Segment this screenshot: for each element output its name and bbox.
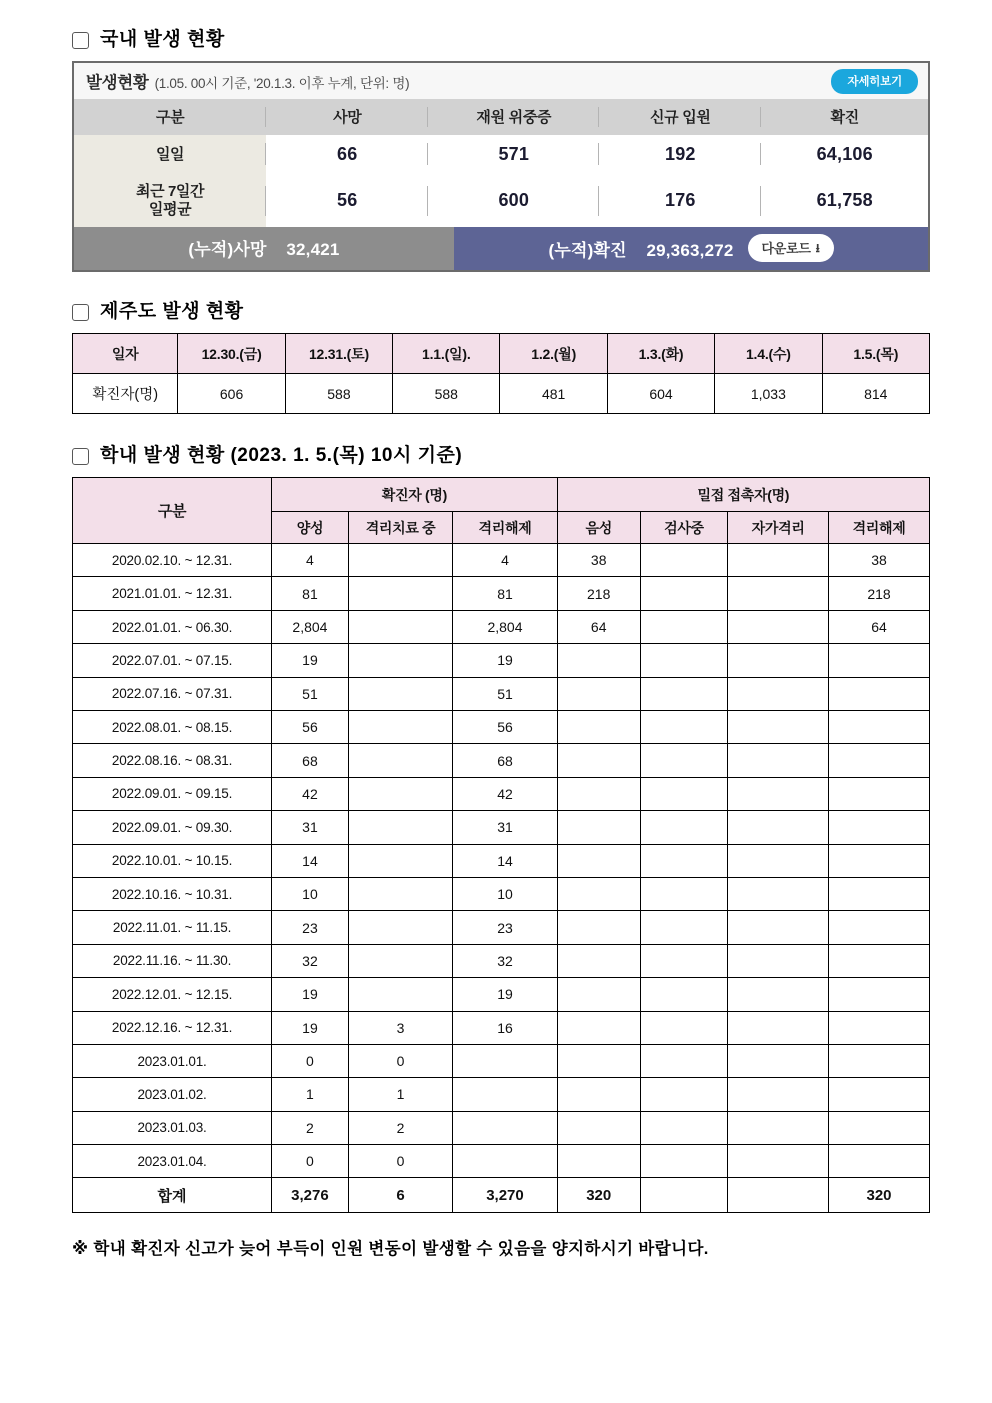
school-cell-self-quarantine [728,944,829,977]
school-cell-in-treatment: 3 [348,1011,452,1044]
cumulative-confirmed-text [549,236,734,261]
school-row-period: 2022.08.01. ~ 08.15. [73,711,272,744]
school-cell-contact-released [829,811,930,844]
school-cell-self-quarantine [728,1145,829,1178]
cumulative-death-label: (누적)사망 [188,240,267,260]
school-col-negative: 음성 [557,512,640,544]
cumulative-confirmed-value: 29,363,272 [646,240,734,260]
school-cell-testing [640,1111,727,1144]
jeju-row-header-label: 일자 [73,334,178,374]
school-cell-released [453,1078,557,1111]
school-cell-self-quarantine [728,1111,829,1144]
banner-cumulative-bar [74,227,928,270]
school-row-period: 2022.09.01. ~ 09.30. [73,811,272,844]
school-cell-self-quarantine [728,811,829,844]
table-row [73,1111,930,1144]
school-cell-self-quarantine [728,677,829,710]
banner-weekly-new-admission: 176 [599,174,761,227]
school-cell-in-treatment [348,644,452,677]
school-row-period: 2023.01.01. [73,1044,272,1077]
school-cell-in-treatment [348,610,452,643]
table-row [73,577,930,610]
jeju-value-1: 588 [285,374,392,414]
school-cell-positive: 2,804 [272,610,349,643]
banner-col-critical: 재원 위중증 [428,99,599,135]
section-title-domestic: 국내 발생 현황 [100,29,225,50]
school-cell-testing [640,911,727,944]
school-cell-positive: 0 [272,1044,349,1077]
school-cell-contact-released [829,1078,930,1111]
school-row-period: 2022.12.01. ~ 12.15. [73,978,272,1011]
school-cell-contact-released [829,911,930,944]
school-cell-contact-released: 218 [829,577,930,610]
school-cell-negative [557,744,640,777]
school-cell-released: 4 [453,544,557,577]
table-row [73,1044,930,1077]
school-cell-negative [557,944,640,977]
school-cell-positive: 19 [272,978,349,1011]
school-cell-positive: 19 [272,644,349,677]
school-total-released: 3,270 [453,1178,557,1213]
school-row-period: 2022.11.01. ~ 11.15. [73,911,272,944]
cumulative-death-value: 32,421 [286,240,340,260]
school-cell-self-quarantine [728,844,829,877]
school-cell-testing [640,1011,727,1044]
banner-kicker: 발생현황 [86,74,149,93]
table-row [73,877,930,910]
school-total-self-quarantine [728,1178,829,1213]
school-cell-contact-released: 64 [829,610,930,643]
school-cell-in-treatment [348,677,452,710]
school-table-body [73,544,930,1213]
school-cell-negative [557,911,640,944]
school-cell-negative [557,1111,640,1144]
school-cell-released: 31 [453,811,557,844]
school-cell-testing [640,1044,727,1077]
banner-weekly-confirmed: 61,758 [761,174,928,227]
section-title-jeju: 제주도 발생 현황 [100,301,244,323]
jeju-date-6: 1.5.(목) [822,334,929,374]
school-cell-positive: 42 [272,777,349,810]
school-cell-in-treatment [348,777,452,810]
section-heading-domestic [72,30,932,51]
school-cell-testing [640,610,727,643]
school-total-in-treatment: 6 [348,1178,452,1213]
school-cell-contact-released [829,1111,930,1144]
school-cell-testing [640,677,727,710]
school-cell-released: 81 [453,577,557,610]
table-row [73,744,930,777]
school-cell-in-treatment [348,978,452,1011]
school-cell-positive: 1 [272,1078,349,1111]
school-col-self-quarantine: 자가격리 [728,512,829,544]
school-total-testing [640,1178,727,1213]
school-cell-released: 2,804 [453,610,557,643]
table-row [73,1011,930,1044]
school-total-positive: 3,276 [272,1178,349,1213]
banner-col-death: 사망 [266,99,428,135]
banner-daily-confirmed: 64,106 [761,135,928,174]
school-cell-self-quarantine [728,610,829,643]
school-cell-testing [640,877,727,910]
table-row [73,844,930,877]
cumulative-confirmed-block [454,227,928,270]
school-cell-testing [640,1078,727,1111]
school-cell-in-treatment [348,877,452,910]
school-cell-positive: 51 [272,677,349,710]
detail-view-button[interactable]: 자세히보기 [831,69,918,94]
table-row [73,1145,930,1178]
school-col-positive: 양성 [272,512,349,544]
school-total-negative: 320 [557,1178,640,1213]
banner-weekly-critical: 600 [428,174,599,227]
school-col-contact-released: 격리해제 [829,512,930,544]
school-row-period: 2022.07.16. ~ 07.31. [73,677,272,710]
school-cell-negative [557,1011,640,1044]
school-cell-testing [640,711,727,744]
school-row-period: 2022.10.01. ~ 10.15. [73,844,272,877]
school-cell-released: 51 [453,677,557,710]
school-cell-positive: 56 [272,711,349,744]
school-cell-negative [557,1145,640,1178]
jeju-value-5: 1,033 [715,374,822,414]
school-cell-contact-released [829,844,930,877]
school-cell-in-treatment: 0 [348,1145,452,1178]
school-cell-negative [557,844,640,877]
jeju-date-1: 12.31.(토) [285,334,392,374]
download-button[interactable] [748,234,834,262]
school-cell-self-quarantine [728,644,829,677]
school-cell-negative [557,1078,640,1111]
school-cell-testing [640,544,727,577]
banner-row-label-line1: 최근 7일간 [136,182,205,200]
banner-row-weekly-average [74,174,928,227]
jeju-value-3: 481 [500,374,607,414]
school-cell-negative [557,711,640,744]
school-cell-released [453,1145,557,1178]
school-cell-released: 10 [453,877,557,910]
school-cell-testing [640,577,727,610]
table-row [73,644,930,677]
school-cell-self-quarantine [728,911,829,944]
school-row-period: 2022.12.16. ~ 12.31. [73,1011,272,1044]
school-cell-contact-released [829,711,930,744]
table-row [73,978,930,1011]
table-row [73,944,930,977]
school-cell-positive: 81 [272,577,349,610]
school-group-confirmed: 확진자 (명) [272,478,558,512]
school-cell-negative [557,777,640,810]
school-cell-contact-released [829,644,930,677]
school-row-period: 2023.01.04. [73,1145,272,1178]
banner-col-confirmed: 확진 [761,99,928,135]
school-cell-in-treatment [348,844,452,877]
checkbox-icon [72,32,89,49]
school-cell-positive: 32 [272,944,349,977]
school-cell-positive: 31 [272,811,349,844]
school-row-period: 2022.07.01. ~ 07.15. [73,644,272,677]
banner-daily-new-admission: 192 [599,135,761,174]
school-row-period: 2022.11.16. ~ 11.30. [73,944,272,977]
school-cell-self-quarantine [728,744,829,777]
banner-row-label-daily: 일일 [74,135,266,174]
school-cell-testing [640,944,727,977]
banner-row-label-line2: 일평균 [148,200,192,218]
school-cell-in-treatment [348,911,452,944]
domestic-status-table [74,99,928,227]
school-cell-contact-released [829,744,930,777]
domestic-status-banner [72,61,930,272]
school-cell-released: 42 [453,777,557,810]
school-cell-negative: 38 [557,544,640,577]
banner-table-header-row [74,99,928,135]
school-cell-negative [557,811,640,844]
school-cell-self-quarantine [728,1044,829,1077]
jeju-value-4: 604 [607,374,714,414]
jeju-header-row [73,334,930,374]
school-cell-negative [557,644,640,677]
jeju-value-row [73,374,930,414]
school-header-group-row [73,478,930,512]
table-row [73,1078,930,1111]
banner-weekly-death: 56 [266,174,428,227]
banner-row-label-weekly-average [74,174,266,227]
school-cell-contact-released [829,677,930,710]
checkbox-icon [72,304,89,321]
school-cell-self-quarantine [728,577,829,610]
section-title-school: 학내 발생 현황 (2023. 1. 5.(목) 10시 기준) [100,445,463,467]
jeju-date-0: 12.30.(금) [178,334,285,374]
school-cell-in-treatment: 0 [348,1044,452,1077]
banner-header [74,63,928,99]
school-cell-in-treatment [348,711,452,744]
cumulative-confirmed-label: (누적)확진 [548,240,627,260]
school-cell-positive: 23 [272,911,349,944]
school-total-label: 합계 [73,1178,272,1213]
jeju-value-0: 606 [178,374,285,414]
school-row-period: 2021.01.01. ~ 12.31. [73,577,272,610]
school-cell-testing [640,811,727,844]
school-cell-self-quarantine [728,877,829,910]
school-cell-in-treatment: 2 [348,1111,452,1144]
banner-row-daily [74,135,928,174]
download-button-label: 다운로드 [761,241,811,257]
school-cell-released: 19 [453,978,557,1011]
school-total-row [73,1178,930,1213]
banner-col-gubun: 구분 [74,99,266,135]
school-cell-released: 56 [453,711,557,744]
school-cell-self-quarantine [728,711,829,744]
school-cell-in-treatment [348,744,452,777]
school-cell-positive: 2 [272,1111,349,1144]
checkbox-icon [72,448,89,465]
school-row-period: 2023.01.03. [73,1111,272,1144]
table-row [73,677,930,710]
school-row-period: 2020.02.10. ~ 12.31. [73,544,272,577]
table-row [73,811,930,844]
school-cell-released: 32 [453,944,557,977]
school-cell-testing [640,644,727,677]
school-cell-contact-released [829,1145,930,1178]
school-cell-contact-released [829,877,930,910]
school-cell-testing [640,844,727,877]
jeju-date-2: 1.1.(일). [393,334,500,374]
school-cell-positive: 0 [272,1145,349,1178]
banner-title-group [86,69,409,93]
footnote: ※ 학내 확진자 신고가 늦어 부득이 인원 변동이 발생할 수 있음을 양지하시기 바랍니다. [72,1240,709,1259]
school-cell-released [453,1044,557,1077]
school-cell-contact-released: 38 [829,544,930,577]
school-col-in-treatment: 격리치료 중 [348,512,452,544]
school-cell-negative: 64 [557,610,640,643]
school-cell-contact-released [829,777,930,810]
school-row-period: 2022.09.01. ~ 09.15. [73,777,272,810]
jeju-date-4: 1.3.(화) [607,334,714,374]
school-cell-testing [640,744,727,777]
school-cell-negative: 218 [557,577,640,610]
school-cell-testing [640,777,727,810]
table-row [73,777,930,810]
jeju-value-2: 588 [393,374,500,414]
jeju-value-6: 814 [822,374,929,414]
school-cell-released: 23 [453,911,557,944]
banner-daily-critical: 571 [428,135,599,174]
school-cell-negative [557,978,640,1011]
jeju-date-3: 1.2.(월) [500,334,607,374]
school-cell-released: 14 [453,844,557,877]
jeju-status-table [72,333,930,414]
school-cell-negative [557,877,640,910]
school-cell-testing [640,978,727,1011]
school-cell-in-treatment [348,811,452,844]
school-row-period: 2022.01.01. ~ 06.30. [73,610,272,643]
school-row-period: 2023.01.02. [73,1078,272,1111]
section-heading-jeju [72,302,932,323]
table-row [73,544,930,577]
school-cell-testing [640,1145,727,1178]
school-status-table [72,477,930,1213]
school-cell-contact-released [829,1044,930,1077]
school-cell-in-treatment [348,944,452,977]
school-cell-positive: 10 [272,877,349,910]
school-cell-positive: 14 [272,844,349,877]
school-cell-in-treatment [348,577,452,610]
school-cell-positive: 68 [272,744,349,777]
school-group-contact: 밀접 접촉자(명) [557,478,929,512]
school-col-gubun: 구분 [73,478,272,544]
banner-col-new-admission: 신규 입원 [599,99,761,135]
school-col-testing: 검사중 [640,512,727,544]
school-cell-in-treatment [348,544,452,577]
school-col-released: 격리해제 [453,512,557,544]
school-cell-self-quarantine [728,1078,829,1111]
school-cell-self-quarantine [728,1011,829,1044]
school-cell-released: 68 [453,744,557,777]
jeju-date-5: 1.4.(수) [715,334,822,374]
school-cell-negative [557,677,640,710]
school-cell-positive: 19 [272,1011,349,1044]
jeju-value-label: 확진자(명) [73,374,178,414]
school-cell-contact-released [829,1011,930,1044]
school-cell-contact-released [829,978,930,1011]
banner-subtitle: (1.05. 00시 기준, '20.1.3. 이후 누계, 단위: 명) [154,76,410,92]
table-row [73,610,930,643]
table-row [73,911,930,944]
school-cell-contact-released [829,944,930,977]
school-cell-self-quarantine [728,978,829,1011]
school-cell-released: 16 [453,1011,557,1044]
school-cell-negative [557,1044,640,1077]
school-cell-released [453,1111,557,1144]
school-cell-self-quarantine [728,777,829,810]
school-row-period: 2022.08.16. ~ 08.31. [73,744,272,777]
cumulative-death-block [74,227,454,270]
school-row-period: 2022.10.16. ~ 10.31. [73,877,272,910]
banner-daily-death: 66 [266,135,428,174]
section-heading-school [72,446,932,467]
school-total-contact-released: 320 [829,1178,930,1213]
table-row [73,711,930,744]
school-cell-self-quarantine [728,544,829,577]
school-cell-released: 19 [453,644,557,677]
school-cell-in-treatment: 1 [348,1078,452,1111]
school-cell-positive: 4 [272,544,349,577]
download-arrow-icon: ⭳ [815,240,820,255]
